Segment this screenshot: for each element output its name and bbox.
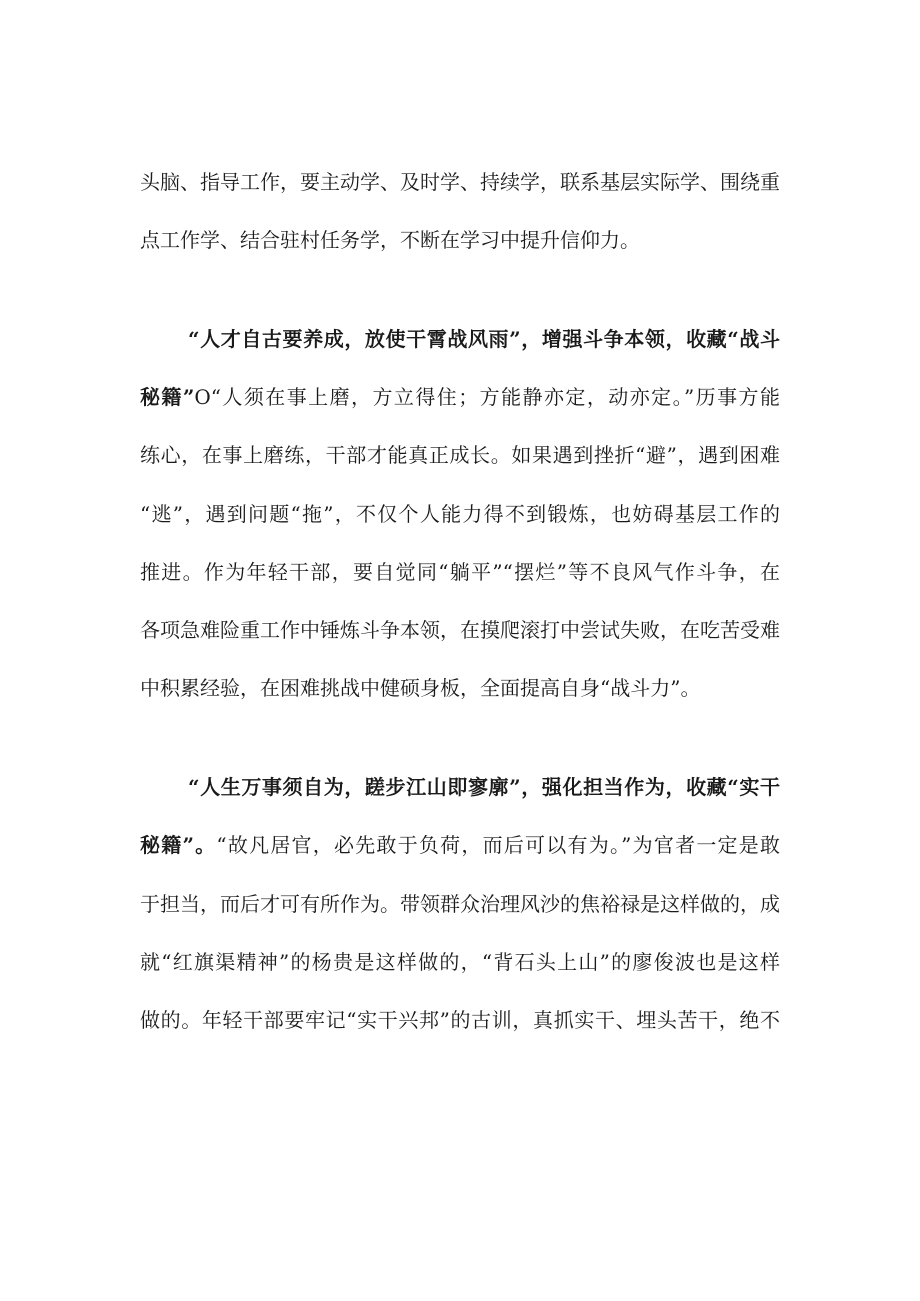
paragraph-2-line-2 — [140, 377, 780, 417]
paragraph-3-line-3: 于担当，而后才可有所作为。带领群众治理风沙的焦裕禄是这样做的，成 — [140, 892, 780, 916]
paragraph-2-line-5: 推进。作为年轻干部，要自觉同“躺平”“摆烂”等不良风气作斗争，在 — [140, 560, 780, 584]
paragraph-2-heading-line-1: “人才自古要养成，放使干霄战风雨”，增强斗争本领，收藏“战斗 — [188, 327, 780, 351]
paragraph-3-line-5: 做的。年轻干部要牢记“实干兴邦”的古训，真抓实干、埋头苦干，绝不 — [140, 1008, 780, 1032]
paragraph-2-line-2-rest: O“人须在事上磨，方立得住；方能静亦定，动亦定。”历事方能 — [194, 385, 780, 409]
paragraph-3-heading-end: 秘籍”。 — [140, 833, 217, 857]
paragraph-2-line-3: 练心，在事上磨练，干部才能真正成长。如果遇到挫折“避”，遇到困难 — [140, 443, 780, 467]
paragraph-1-line-2: 点工作学、结合驻村任务学，不断在学习中提升信仰力。 — [140, 228, 640, 252]
paragraph-3-line-4: 就“红旗渠精神”的杨贵是这样做的，“背石头上山”的廖俊波也是这样 — [140, 950, 780, 974]
paragraph-1-line-1: 头脑、指导工作，要主动学、及时学、持续学，联系基层实际学、围绕重 — [140, 170, 780, 194]
paragraph-2-line-4: “逃”，遇到问题“拖”，不仅个人能力得不到锻炼，也妨碍基层工作的 — [140, 502, 780, 526]
paragraph-3-line-2-rest: “故凡居官，必先敢于负荷，而后可以有为。”为官者一定是敢 — [216, 833, 780, 857]
paragraph-3-heading-line-1: “人生万事须自为，蹉步江山即寥廓”，强化担当作为，收藏“实干 — [188, 775, 780, 799]
paragraph-2-heading-end: 秘籍” — [140, 385, 195, 409]
paragraph-2-line-7: 中积累经验，在困难挑战中健硕身板，全面提高自身“战斗力”。 — [140, 676, 701, 700]
paragraph-2-line-6: 各项急难险重工作中锤炼斗争本领，在摸爬滚打中尝试失败，在吃苦受难 — [140, 618, 780, 642]
paragraph-3-line-2 — [140, 825, 780, 865]
